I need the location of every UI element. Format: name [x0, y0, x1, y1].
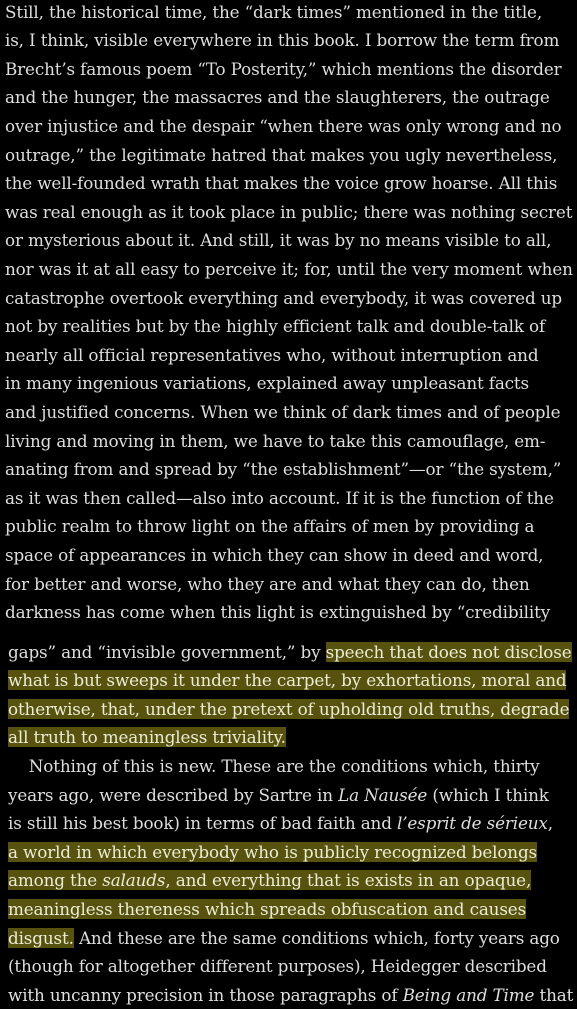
text-segment: Being and Time: [402, 985, 535, 1005]
text-line: [5, 341, 574, 369]
text-segment: over injustice and the despair “when there was only wrong and no: [5, 116, 562, 136]
text-segment: (which I think: [427, 785, 549, 805]
text-segment: nor was it at all easy to perceive it; for, until the very moment when: [5, 259, 573, 279]
text-segment: and the hunger, the massacres and the slaughterers, the outrage: [5, 87, 550, 107]
highlighted-text[interactable]: what is but sweeps it under the carpet, by exhortations, moral and: [8, 670, 567, 690]
text-line: [5, 484, 574, 512]
text-line: [5, 570, 574, 598]
text-segment: that: [534, 985, 574, 1005]
text-segment: La Nausée: [338, 785, 428, 805]
text-line: [8, 981, 577, 1009]
text-segment: not by realities but by the highly efficient talk and double-talk of: [5, 316, 546, 336]
text-segment: darkness has come when this light is extinguished by “credibility: [5, 602, 551, 622]
text-line: [5, 255, 574, 283]
text-segment: and justified concerns. When we think of dark times and of people: [5, 402, 561, 422]
text-line: [5, 26, 574, 54]
text-line: [5, 226, 574, 254]
highlighted-text[interactable]: disgust.: [8, 928, 74, 948]
text-line: [8, 752, 577, 780]
text-line: [5, 541, 574, 569]
text-segment: And these are the same conditions which, forty years ago: [73, 928, 560, 948]
text-segment: years ago, were described by Sartre in: [8, 785, 339, 805]
text-segment: is, I think, visible everywhere in this book. I borrow the term from: [5, 30, 560, 50]
highlighted-text[interactable]: , and everything that is exists in an opaque,: [165, 870, 532, 890]
text-segment: public realm to throw light on the affairs of men by providing a: [5, 516, 535, 536]
text-line: [5, 512, 574, 540]
text-segment: Brecht’s famous poem “To Posterity,” which mentions the disorder: [5, 59, 562, 79]
text-segment: l’esprit de sérieux: [396, 813, 548, 833]
text-segment: the well-founded wrath that makes the voice grow hoarse. All this: [5, 173, 558, 193]
text-segment: outrage,” the legitimate hatred that makes you ugly nevertheless,: [5, 145, 558, 165]
text-segment: gaps” and “invisible government,” by: [8, 642, 326, 662]
text-segment: catastrophe overtook everything and everybody, it was covered up: [5, 288, 562, 308]
text-segment: Nothing of this is new. These are the conditions which, thirty: [8, 756, 540, 776]
text-line: [8, 895, 577, 923]
text-segment: ,: [547, 813, 553, 833]
text-segment: living and moving in them, we have to take this camouflage, em-: [5, 431, 546, 451]
text-segment: for better and worse, who they are and what they can do, then: [5, 574, 530, 594]
text-line: [8, 838, 577, 866]
text-line: [8, 924, 577, 952]
text-line: [5, 169, 574, 197]
text-line: [5, 369, 574, 397]
highlighted-text[interactable]: salauds: [102, 870, 166, 890]
text-segment: as it was then called—also into account. If it is the function of the: [5, 488, 554, 508]
text-line: [5, 284, 574, 312]
highlighted-text[interactable]: speech that does not disclose: [325, 642, 572, 662]
highlighted-text[interactable]: a world in which everybody who is publicly recognized belongs: [8, 842, 538, 862]
text-segment: (though for altogether different purposes), Heidegger described: [8, 956, 547, 976]
text-line: [8, 952, 577, 980]
text-segment: is still his best book) in terms of bad faith and: [8, 813, 397, 833]
text-line: [8, 723, 577, 751]
text-line: [8, 695, 577, 723]
text-line: [5, 312, 574, 340]
text-line: [5, 598, 574, 626]
text-line: [8, 781, 577, 809]
text-line: [8, 866, 577, 894]
highlighted-text[interactable]: otherwise, that, under the pretext of upholding old truths, degrade: [8, 699, 570, 719]
text-segment: in many ingenious variations, explained away unpleasant facts: [5, 373, 529, 393]
text-line: [5, 83, 574, 111]
text-line: [8, 638, 577, 666]
text-line: [5, 141, 574, 169]
text-segment: nearly all official representatives who, without interruption and: [5, 345, 539, 365]
text-line: [5, 55, 574, 83]
text-line: [5, 398, 574, 426]
highlighted-text[interactable]: all truth to meaningless triviality.: [8, 727, 286, 747]
highlighted-text[interactable]: among the: [8, 870, 103, 890]
text-segment: Still, the historical time, the “dark times” mentioned in the title,: [5, 2, 543, 22]
text-line: [5, 427, 574, 455]
text-line: [8, 809, 577, 837]
text-line: [5, 198, 574, 226]
highlighted-text[interactable]: meaningless thereness which spreads obfuscation and causes: [8, 899, 527, 919]
text-segment: space of appearances in which they can show in deed and word,: [5, 545, 544, 565]
text-segment: or mysterious about it. And still, it was by no means visible to all,: [5, 230, 552, 250]
text-line: [5, 0, 574, 26]
text-line: [5, 455, 574, 483]
text-line: [5, 112, 574, 140]
text-segment: was real enough as it took place in public; there was nothing secret: [5, 202, 573, 222]
text-segment: with uncanny precision in those paragraphs of: [8, 985, 403, 1005]
text-segment: anating from and spread by “the establishment”—or “the system,”: [5, 459, 562, 479]
text-line: [8, 666, 577, 694]
